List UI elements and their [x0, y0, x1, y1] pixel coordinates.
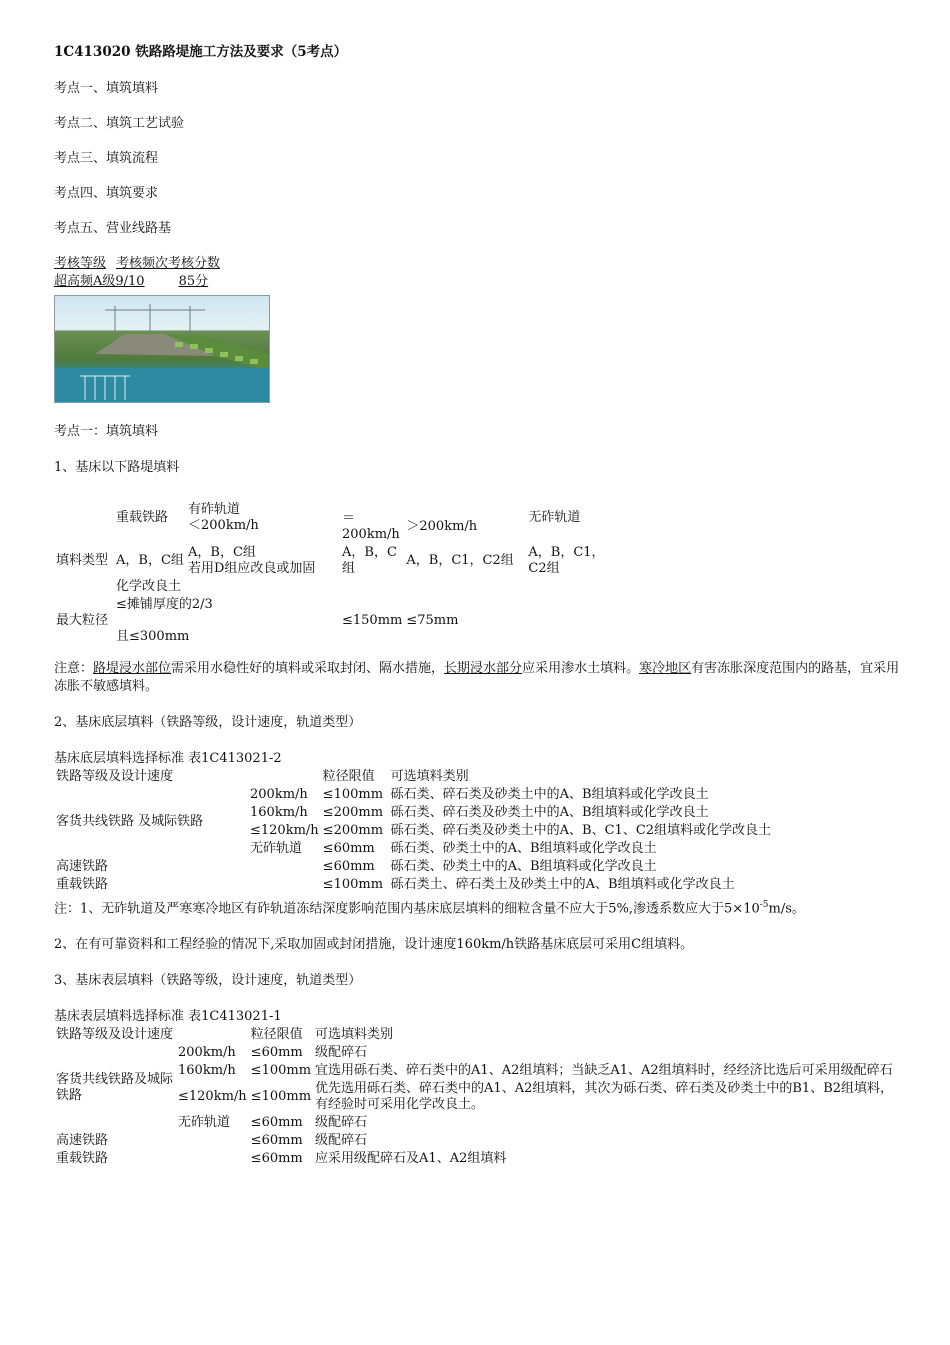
t3-r2-speed: 160km/h: [178, 1063, 236, 1079]
t1-type-lt200-a: A，B，C组: [188, 545, 256, 560]
section1-title: 考点一：填筑填料: [54, 424, 159, 439]
t2-hv-size: ≤100mm: [322, 877, 384, 892]
note2-b: m/s。: [768, 901, 805, 917]
t2-hs: 高速铁路: [56, 859, 109, 874]
note1-f: 寒冷地区: [639, 661, 692, 676]
t3-r1-size: ≤60mm: [250, 1045, 303, 1061]
t2-r2-fill: 砾石类、碎石类及砂类土中的A、B组填料或化学改良土: [390, 805, 709, 820]
t2-r3-size: ≤200mm: [322, 823, 384, 838]
t1-ballast: 有砟轨道: [188, 501, 241, 517]
t1-type-lt200-c: 化学改良土: [116, 579, 182, 594]
assessment-values: [54, 273, 904, 291]
t2-r2-size: ≤200mm: [322, 805, 384, 820]
embankment-illustration: [54, 295, 270, 403]
t2-group: 客货共线铁路 及城际铁路: [56, 814, 204, 829]
t2-caption: 基床底层填料选择标准 表1C413021-2: [54, 751, 282, 766]
table-fill-below-bed: [54, 491, 654, 646]
t2-r1-size: ≤100mm: [322, 787, 384, 802]
t3-h1: 铁路等级及设计速度: [56, 1027, 174, 1043]
t2-r4-fill: 砾石类、砂类土中的A、B组填料或化学改良土: [390, 841, 657, 856]
t3-hv-size: ≤60mm: [250, 1151, 303, 1167]
t2-hs-fill: 砾石类、砂类土中的A、B组填料或化学改良土: [390, 859, 657, 874]
page-title: 1C413020 铁路路堤施工方法及要求（5考点）: [54, 44, 348, 60]
t2-r1-fill: 砾石类、碎石类及砂类土中的A、B组填料或化学改良土: [390, 787, 709, 802]
t1-eq200: ＝200km/h: [342, 511, 400, 542]
t1-lt200: ＜200km/h: [188, 517, 259, 533]
t3-r2-fill: 宜选用砾石类、碎石类中的A1、A2组填料；当缺乏A1、A2组填料时，经经济比选后可采用级配碎石: [315, 1063, 893, 1079]
t3-h3: 可选填料类别: [315, 1027, 394, 1043]
t3-group: 客货共线铁路及城际铁路: [56, 1072, 174, 1104]
note-1: [54, 660, 904, 696]
t3-r1-fill: 级配碎石: [315, 1045, 368, 1061]
t3-hs-size: ≤60mm: [250, 1133, 303, 1149]
meta-level-header: 考核等级: [54, 256, 107, 271]
table-bed-surface: [54, 1026, 900, 1168]
t2-r1-speed: 200km/h: [250, 787, 308, 802]
t3-r4-size: ≤60mm: [250, 1115, 303, 1131]
t2-r4-size: ≤60mm: [322, 841, 375, 856]
t1-size-heavy-b: 且≤300mm: [116, 629, 190, 644]
sub2-title: 2、基床底层填料（铁路等级，设计速度，轨道类型）: [54, 715, 362, 730]
kaodian-3: 考点三、填筑流程: [54, 151, 159, 166]
t2-h1: 铁路等级及设计速度: [56, 769, 174, 784]
t1-type-bl-a: A，B，C1，: [528, 545, 605, 560]
kaodian-1: 考点一、填筑填料: [54, 81, 159, 96]
t1-type-label: 填料类型: [56, 553, 109, 568]
t3-r4-fill: 级配碎石: [315, 1115, 368, 1131]
t3-hv: 重载铁路: [56, 1151, 109, 1167]
meta-level-value: 超高频A级9/10: [54, 274, 145, 289]
t3-r4-speed: 无砟轨道: [178, 1115, 231, 1131]
note1-g: 有害冻胀深度范围内的路基，宜采用冻胀不敏感填料。: [54, 661, 900, 694]
t3-r2-size: ≤100mm: [250, 1063, 312, 1079]
t2-hs-size: ≤60mm: [322, 859, 375, 874]
note1-a: 注意：: [54, 661, 94, 676]
t2-h3: 可选填料类别: [390, 769, 469, 784]
t1-type-bl-b: C2组: [528, 561, 560, 576]
t1-type-heavy: A，B，C组: [116, 553, 184, 568]
sub3-title: 3、基床表层填料（铁路等级，设计速度，轨道类型）: [54, 973, 362, 989]
t1-gt200: ＞200km/h: [406, 519, 478, 534]
t2-hv-fill: 砾石类土、碎石类土及砂类土中的A、B组填料或化学改良土: [390, 877, 735, 892]
note1-c: 需采用水稳性好的填料或采取封闭、隔水措施，: [171, 661, 445, 676]
note2-sup: -5: [759, 900, 769, 910]
kaodian-2: 考点二、填筑工艺试验: [54, 116, 185, 131]
t1-type-lt200-b: 若用D组应改良或加固: [188, 561, 316, 576]
embankment-drawing: [55, 296, 269, 402]
t2-r4-speed: 无砟轨道: [250, 841, 303, 856]
note1-b: 路堤浸水部位: [93, 661, 172, 676]
kaodian-5: 考点五、营业线路基: [54, 221, 172, 236]
t3-r3-fill: 优先选用砾石类、碎石类中的A1、A2组填料，其次为砾石类、碎石类及砂类土中的B1、B2组填料，有经验时可采用化学改良土。: [315, 1081, 894, 1113]
note1-d: 长期浸水部分: [444, 661, 523, 676]
table-bed-bottom: [54, 768, 854, 894]
t2-h2: 粒径限值: [322, 769, 375, 784]
t1-size-gt200: ≤75mm: [406, 613, 459, 628]
t3-r3-speed: ≤120km/h: [178, 1089, 247, 1105]
t2-hv: 重载铁路: [56, 877, 109, 892]
note-2: [54, 896, 904, 918]
t1-heavy: 重载铁路: [116, 509, 169, 525]
sub1-title: 1、基床以下路堤填料: [54, 460, 180, 475]
note1-e: 应采用渗水土填料。: [522, 661, 640, 676]
t1-ballastless: 无砟轨道: [528, 509, 581, 525]
t2-r2-speed: 160km/h: [250, 805, 308, 820]
t1-size-eq200: ≤150mm: [342, 613, 403, 628]
t3-hv-fill: 应采用级配碎石及A1、A2组填料: [315, 1151, 507, 1167]
meta-frequency-header: 考核频次考核分数: [116, 256, 221, 271]
assessment-meta: [54, 255, 904, 273]
t2-r3-speed: ≤120km/h: [250, 823, 319, 838]
t1-type-gt200: A，B，C1，C2组: [406, 553, 514, 568]
t3-h2: 粒径限值: [250, 1027, 303, 1043]
note2-a: 注：1、无砟轨道及严寒寒冷地区有砟轨道冻结深度影响范围内基床底层填料的细粒含量不应大于5%,渗透系数应大于5×10: [54, 901, 760, 917]
t1-size-label: 最大粒径: [56, 613, 109, 628]
meta-score-value: 85分: [178, 274, 209, 289]
t3-hs-fill: 级配碎石: [315, 1133, 368, 1149]
document-page: [54, 40, 904, 1168]
t3-r3-size: ≤100mm: [250, 1089, 312, 1105]
t3-r1-speed: 200km/h: [178, 1045, 236, 1061]
note-3: 2、在有可靠资料和工程经验的情况下,采取加固或封闭措施，设计速度160km/h铁路基床底层可采用C组填料。: [54, 937, 694, 953]
t1-size-heavy-a: ≤摊铺厚度的2/3: [116, 597, 213, 612]
kaodian-4: 考点四、填筑要求: [54, 186, 159, 201]
t1-type-eq200: A，B，C组: [342, 545, 397, 576]
t3-hs: 高速铁路: [56, 1133, 109, 1149]
t3-caption: 基床表层填料选择标准 表1C413021-1: [54, 1009, 282, 1025]
t2-r3-fill: 砾石类、碎石类及砂类土中的A、B、C1、C2组填料或化学改良土: [390, 823, 772, 838]
